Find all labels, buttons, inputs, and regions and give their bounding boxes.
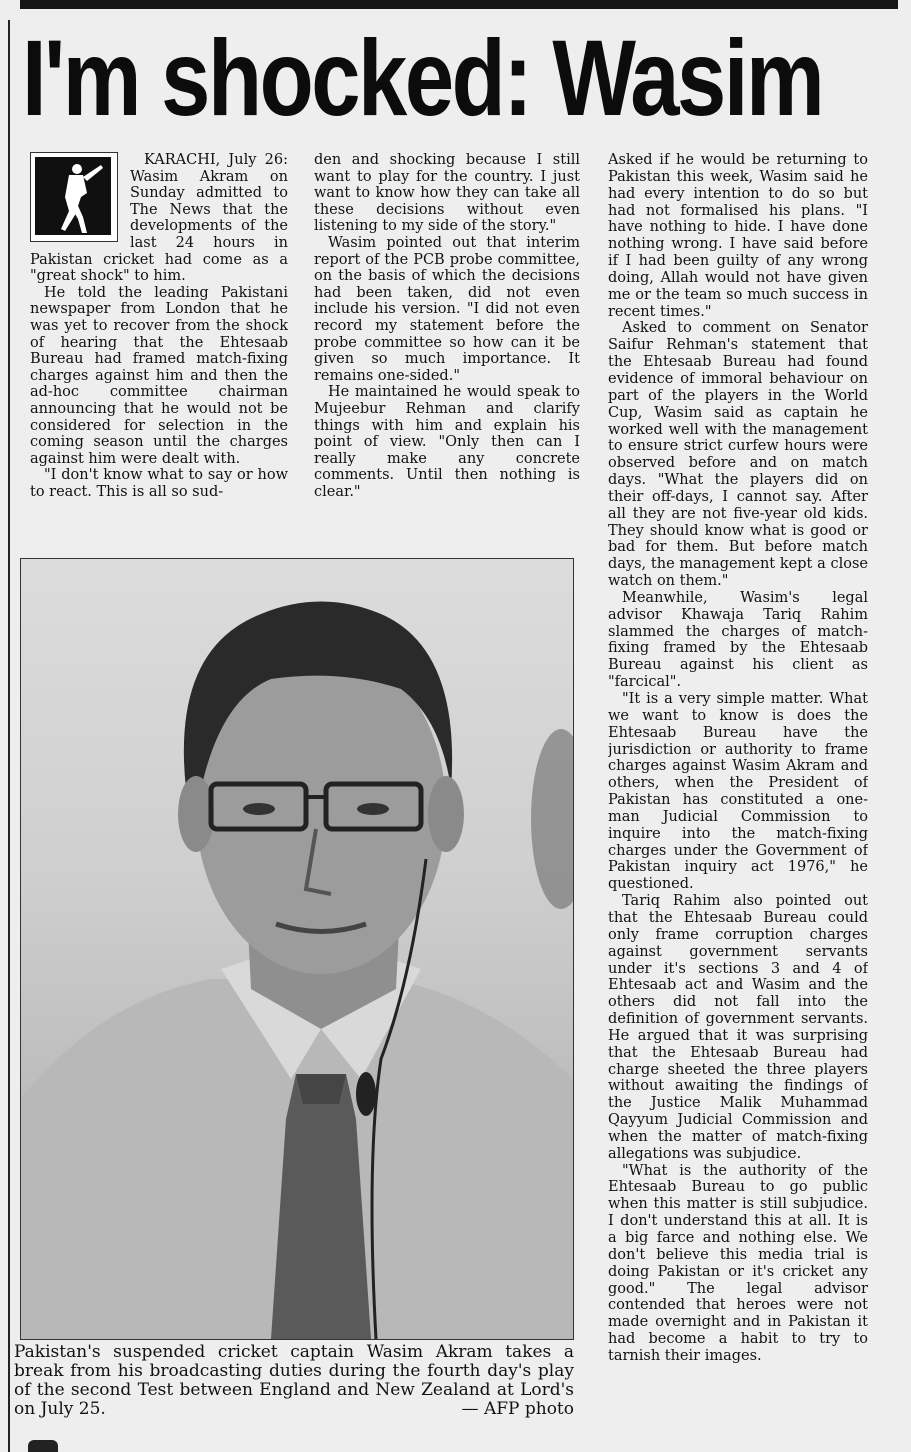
caption-text: Pakistan's suspended cricket captain Wasim Akram takes a break from his broadcasting duties during the fourth day's play of the second Test between England and New Zealand at Lord's on July 25. (14, 1342, 574, 1419)
paragraph: He maintained he would speak to Mujeebur Rehman and clarify things with him and explain his point of view. "Only then can I really make any concrete comments. Until then nothing is clear." (314, 384, 580, 500)
article-column-3 (608, 152, 868, 1442)
paragraph: He told the leading Pakistani newspaper from London that he was yet to recover from the shock of hearing that the Ehtesaab Bureau had framed match-fixing charges against him and then the ad-hoc committee chairman announcing that he would not be considered for selection in the coming season until the charges against him were dealt with. (30, 284, 288, 467)
paragraph: Asked if he would be returning to Pakistan this week, Wasim said he had every intention to do so but had not formalised his plans. "I have nothing to hide. I have done nothing wrong. I have said before if I had been guilty of any wrong doing, Allah would not have given me or the team so much success in recent times." (608, 152, 868, 320)
paragraph: Asked to comment on Senator Saifur Rehman's statement that the Ehtesaab Bureau had found evidence of immoral behaviour on part of the players in the World Cup, Wasim said as captain he worked well with the management to ensure strict curfew hours were observed before and on match days. "What the players did on their off-days, I cannot say. After all they are not five-year old kids. They should know what is good or bad for them. But before match days, the management kept a close watch on them." (608, 320, 868, 590)
article-column-2 (314, 152, 580, 542)
photo-caption (14, 1343, 574, 1439)
left-border-rule (8, 20, 10, 1452)
paragraph: "I don't know what to say or how to react. This is all so sud- (30, 467, 288, 500)
paragraph: Wasim pointed out that interim report of the PCB probe committee, on the basis of which the decisions had been taken, did not even include his version. "I did not even record my statement before the probe committee so how can it be given so much importance. It remains one-sided." (314, 234, 580, 384)
next-article-fragment (28, 1440, 58, 1452)
paragraph: "It is a very simple matter. What we want to know is does the Ehtesaab Bureau have the jurisdiction or authority to frame charges against Wasim Akram and others, when the President of Pakistan has constituted a one-man Judicial Commission to inquire into the match-fixing charges under the Government of Pakistan inquiry act 1976," he questioned. (608, 691, 868, 893)
headline: I'm shocked: Wasim (22, 17, 823, 138)
photo-credit: — AFP photo (461, 1399, 574, 1419)
paragraph: KARACHI, July 26: Wasim Akram on Sunday admitted to The News that the developments of the last 24 hours in Pakistan cricket had come as a "great shock" to him. (30, 152, 288, 285)
cricket-batsman-icon (30, 152, 118, 242)
paragraph: den and shocking because I still want to play for the country. I just want to know how they can take all these decisions without even listening to my side of the story." (314, 152, 580, 235)
paragraph: Meanwhile, Wasim's legal advisor Khawaja Tariq Rahim slammed the charges of match-fixing framed by the Ehtesaab Bureau against his client as "farcical". (608, 589, 868, 691)
paragraph: Tariq Rahim also pointed out that the Ehtesaab Bureau could only frame corruption charges against government servants under it's sections 3 and 4 of Ehtesaab act and Wasim and the others did not fall into the definition of government servants. He argued that it was surprising that the Ehtesaab Bureau had charge sheeted the three players without awaiting the findings of the Justice Malik Muhammad Qayyum Judicial Commission and when the matter of match-fixing allegations was subjudice. (608, 893, 868, 1162)
paragraph: "What is the authority of the Ehtesaab Bureau to go public when this matter is still subjudice. I don't understand this at all. It is a big farce and nothing else. We don't believe this media trial is doing Pakistan or it's cricket any good." The legal advisor contended that heroes were not made overnight and in Pakistan it had become a habit to try to tarnish their images. (608, 1162, 868, 1364)
news-photo (20, 558, 574, 1340)
top-rule (20, 0, 898, 9)
article-column-1 (30, 152, 288, 542)
